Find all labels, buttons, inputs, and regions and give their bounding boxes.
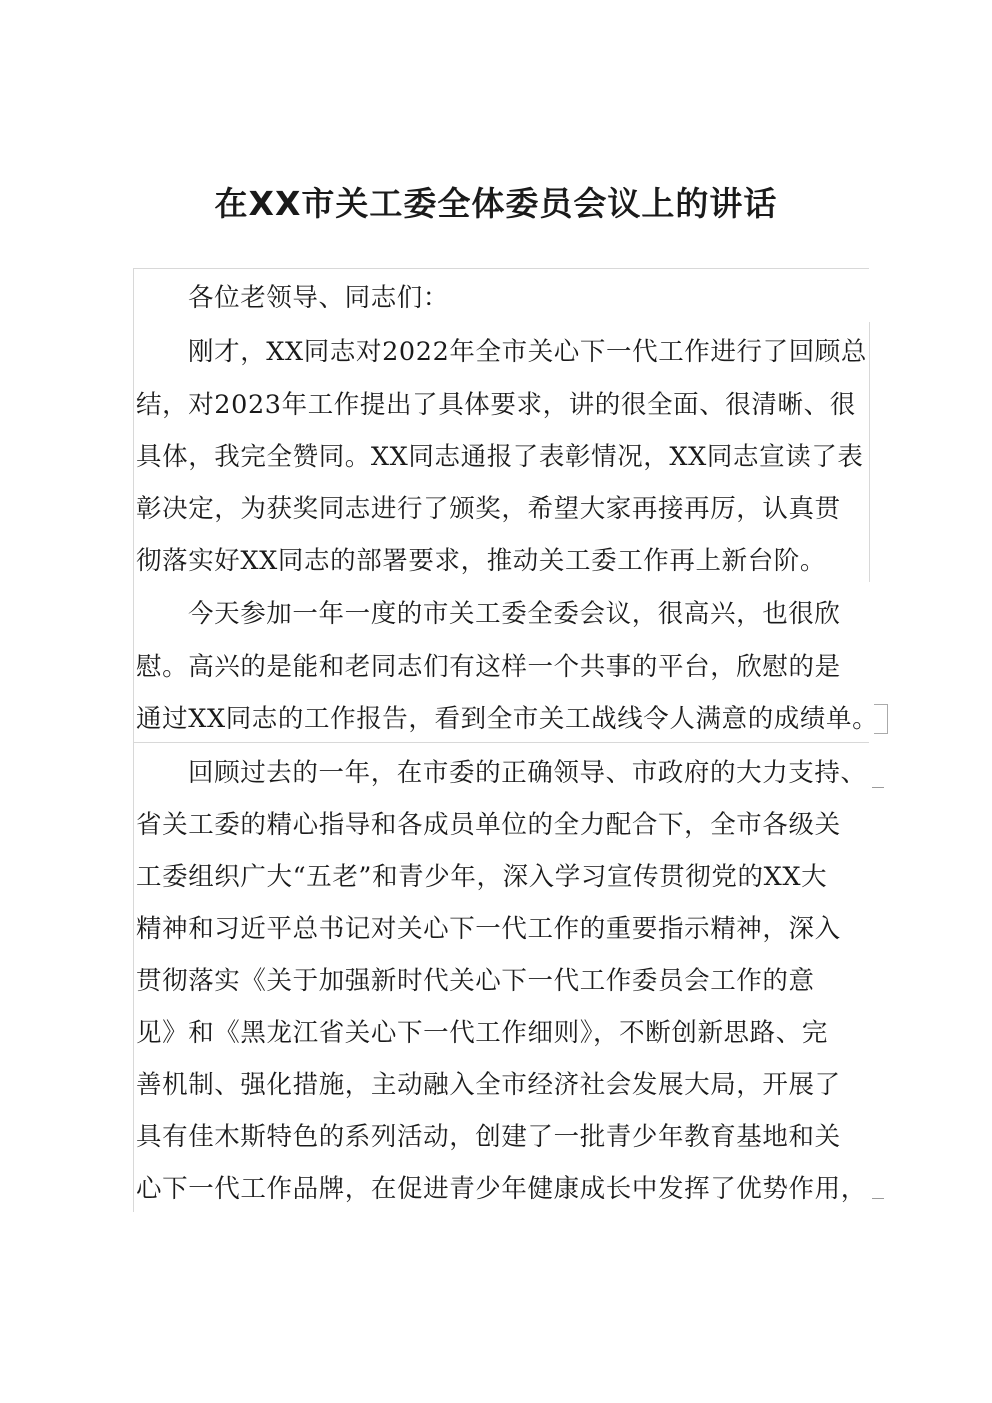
paragraph-line: 见》和《黑龙江省关心下一代工作细则》，不断创新思路、完 <box>136 1018 828 1048</box>
paragraph-line: 善机制、强化措施，主动融入全市经济社会发展大局，开展了 <box>136 1070 841 1100</box>
paragraph-line: 具有佳木斯特色的系列活动，创建了一批青少年教育基地和关 <box>136 1122 841 1152</box>
paragraph-line: 精神和习近平总书记对关心下一代工作的重要指示精神，深入 <box>136 914 841 944</box>
paragraph-line: 贯彻落实《关于加强新时代关心下一代工作委员会工作的意 <box>136 966 815 996</box>
paragraph-line: 省关工委的精心指导和各成员单位的全力配合下，全市各级关 <box>136 810 841 840</box>
paragraph-line: 彰决定，为获奖同志进行了颁奖，希望大家再接再厉，认真贯 <box>136 494 841 524</box>
paragraph-line: 工委组织广大“五老”和青少年，深入学习宣传贯彻党的XX大 <box>136 862 828 892</box>
salutation-line: 各位老领导、同志们： <box>188 283 450 313</box>
right-guide-line <box>869 322 870 582</box>
line-end-mark <box>872 1198 884 1199</box>
line-end-mark <box>872 787 884 788</box>
paragraph-line: 具体，我完全赞同。XX同志通报了表彰情况，XX同志宣读了表 <box>136 442 864 472</box>
paragraph-line: 通过XX同志的工作报告，看到全市关工战线令人满意的成绩单。 <box>136 704 879 734</box>
paragraph-line: 刚才，XX同志对2022年全市关心下一代工作进行了回顾总 <box>188 337 868 367</box>
line-end-bracket <box>874 704 888 734</box>
paragraph-line: 心下一代工作品牌，在促进青少年健康成长中发挥了优势作用， <box>136 1174 867 1204</box>
paragraph-line: 彻落实好XX同志的部署要求，推动关工委工作再上新台阶。 <box>136 546 827 576</box>
left-guide-line <box>133 268 134 1212</box>
paragraph-line: 回顾过去的一年，在市委的正确领导、市政府的大力支持、 <box>188 758 867 788</box>
top-guide-line <box>133 268 869 269</box>
paragraph-line: 今天参加一年一度的市关工委全委会议，很高兴，也很欣 <box>188 599 841 629</box>
document-title: 在XX市关工委全体委员会议上的讲话 <box>214 184 778 223</box>
paragraph-line: 结，对2023年工作提出了具体要求，讲的很全面、很清晰、很 <box>136 390 856 420</box>
paragraph-line: 慰。高兴的是能和老同志们有这样一个共事的平台，欣慰的是 <box>136 652 841 682</box>
